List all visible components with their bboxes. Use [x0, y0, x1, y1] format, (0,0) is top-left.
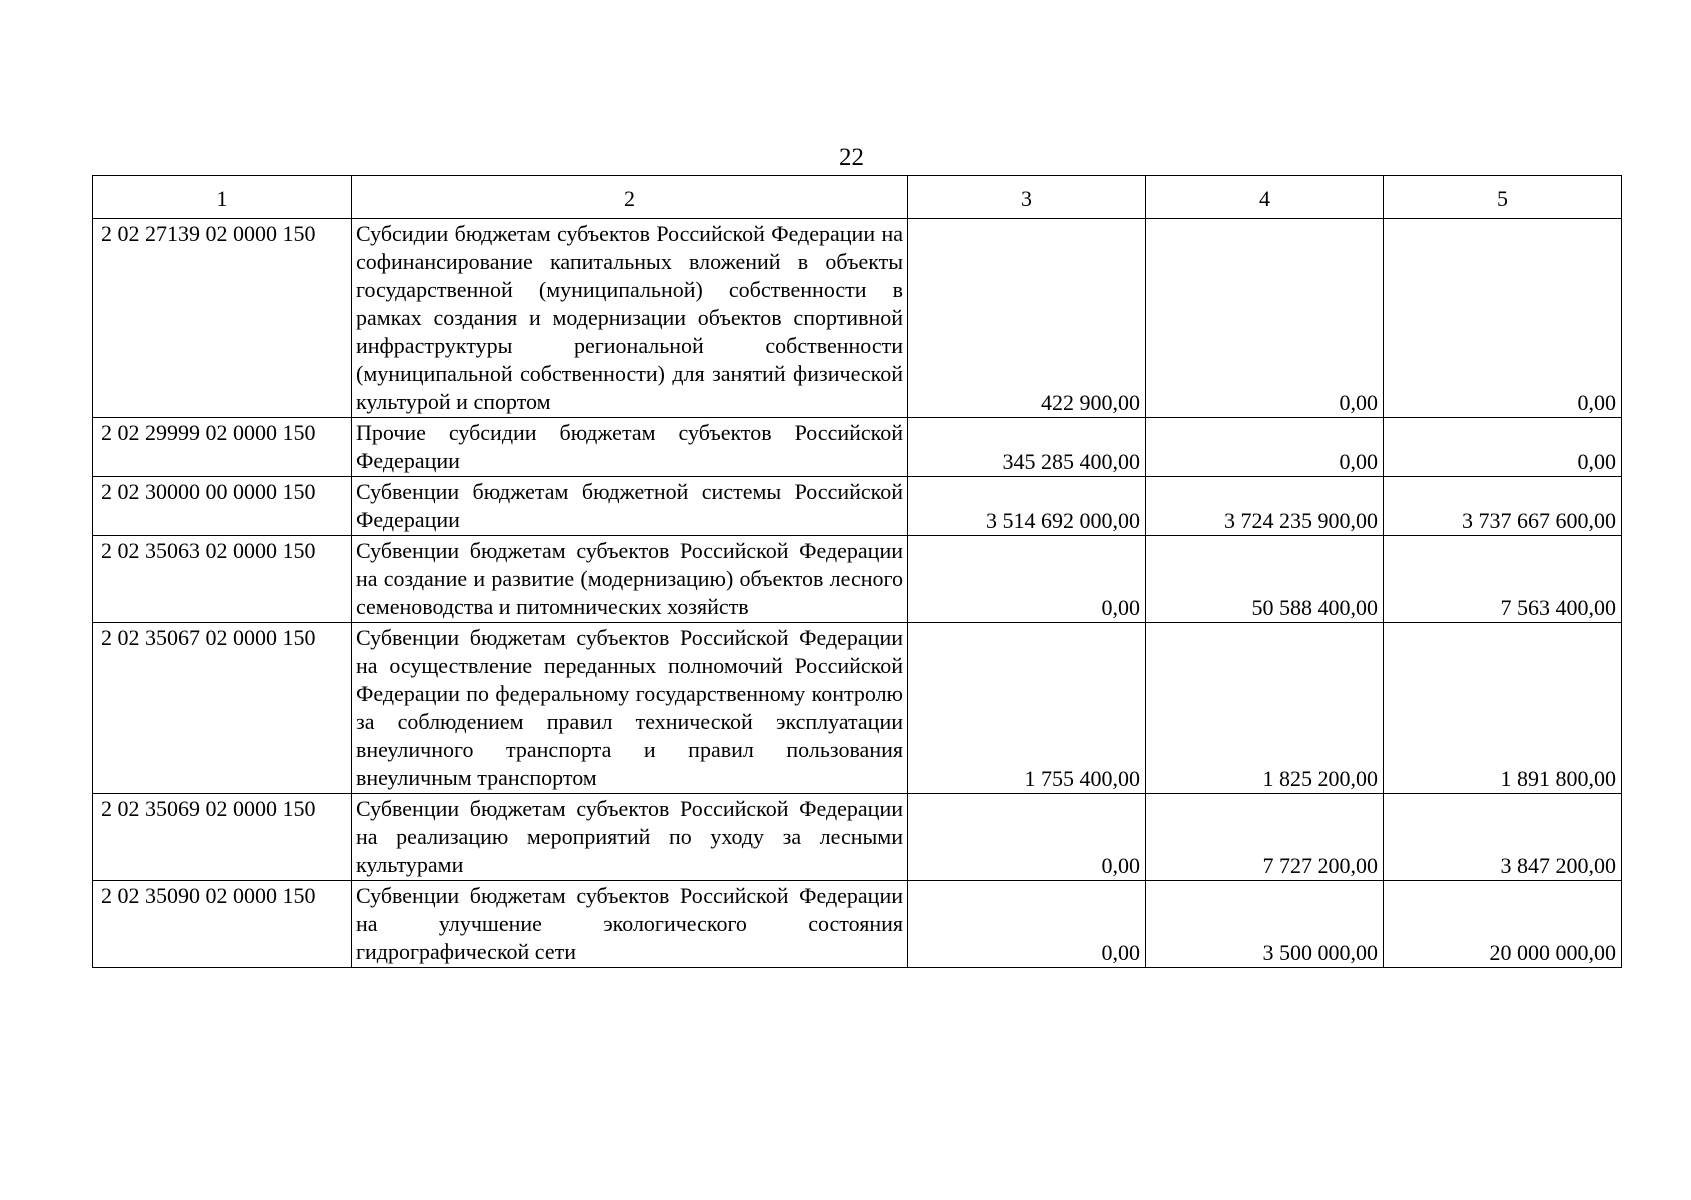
budget-code-cell: 2 02 29999 02 0000 150 [93, 418, 352, 477]
table-row [93, 794, 1622, 881]
amount-col5-cell: 0,00 [1384, 418, 1622, 477]
amount-col4-cell: 1 825 200,00 [1146, 623, 1384, 794]
table-header-row [93, 176, 1622, 219]
budget-code-cell: 2 02 35067 02 0000 150 [93, 623, 352, 794]
revenue-name-cell: Субсидии бюджетам субъектов Российской Федерации на софинансирование капитальных вложений в объекты государственной (муниципальной) собственности в рамках создания и модернизации объектов спортивной инфраструктуры региональной собственности (муниципальной собственности) для занятий физической культурой и спортом [352, 219, 908, 418]
amount-col4-cell: 3 724 235 900,00 [1146, 477, 1384, 536]
page-number: 22 [839, 144, 864, 171]
table-row [93, 881, 1622, 968]
amount-col4-cell: 0,00 [1146, 219, 1384, 418]
budget-code-cell: 2 02 35090 02 0000 150 [93, 881, 352, 968]
column-header-3: 3 [908, 176, 1146, 219]
amount-col3-cell: 0,00 [908, 794, 1146, 881]
budget-code-cell: 2 02 30000 00 0000 150 [93, 477, 352, 536]
amount-col3-cell: 3 514 692 000,00 [908, 477, 1146, 536]
revenue-name-cell: Субвенции бюджетам субъектов Российской Федерации на реализацию мероприятий по уходу за лесными культурами [352, 794, 908, 881]
table-row [93, 623, 1622, 794]
column-header-4: 4 [1146, 176, 1384, 219]
table-row [93, 536, 1622, 623]
budget-revenue-table [92, 175, 1622, 968]
column-header-2: 2 [352, 176, 908, 219]
budget-code-cell: 2 02 35069 02 0000 150 [93, 794, 352, 881]
table-row [93, 418, 1622, 477]
amount-col4-cell: 50 588 400,00 [1146, 536, 1384, 623]
revenue-name-cell: Субвенции бюджетам бюджетной системы Российской Федерации [352, 477, 908, 536]
revenue-name-cell: Субвенции бюджетам субъектов Российской Федерации на создание и развитие (модернизацию) объектов лесного семеноводства и питомнических хозяйств [352, 536, 908, 623]
revenue-name-cell: Прочие субсидии бюджетам субъектов Российской Федерации [352, 418, 908, 477]
table-row [93, 219, 1622, 418]
amount-col3-cell: 345 285 400,00 [908, 418, 1146, 477]
column-header-5: 5 [1384, 176, 1622, 219]
column-header-1: 1 [93, 176, 352, 219]
amount-col3-cell: 0,00 [908, 536, 1146, 623]
amount-col3-cell: 422 900,00 [908, 219, 1146, 418]
amount-col3-cell: 1 755 400,00 [908, 623, 1146, 794]
amount-col5-cell: 3 847 200,00 [1384, 794, 1622, 881]
amount-col5-cell: 1 891 800,00 [1384, 623, 1622, 794]
amount-col4-cell: 0,00 [1146, 418, 1384, 477]
amount-col5-cell: 0,00 [1384, 219, 1622, 418]
budget-code-cell: 2 02 27139 02 0000 150 [93, 219, 352, 418]
amount-col5-cell: 20 000 000,00 [1384, 881, 1622, 968]
amount-col5-cell: 3 737 667 600,00 [1384, 477, 1622, 536]
amount-col5-cell: 7 563 400,00 [1384, 536, 1622, 623]
budget-code-cell: 2 02 35063 02 0000 150 [93, 536, 352, 623]
table-row [93, 477, 1622, 536]
amount-col4-cell: 3 500 000,00 [1146, 881, 1384, 968]
amount-col4-cell: 7 727 200,00 [1146, 794, 1384, 881]
revenue-name-cell: Субвенции бюджетам субъектов Российской Федерации на улучшение экологического состояния гидрографической сети [352, 881, 908, 968]
revenue-name-cell: Субвенции бюджетам субъектов Российской Федерации на осуществление переданных полномочий Российской Федерации по федеральному государственному контролю за соблюдением правил технической эксплуатации внеуличного транспорта и правил пользования внеуличным транспортом [352, 623, 908, 794]
amount-col3-cell: 0,00 [908, 881, 1146, 968]
